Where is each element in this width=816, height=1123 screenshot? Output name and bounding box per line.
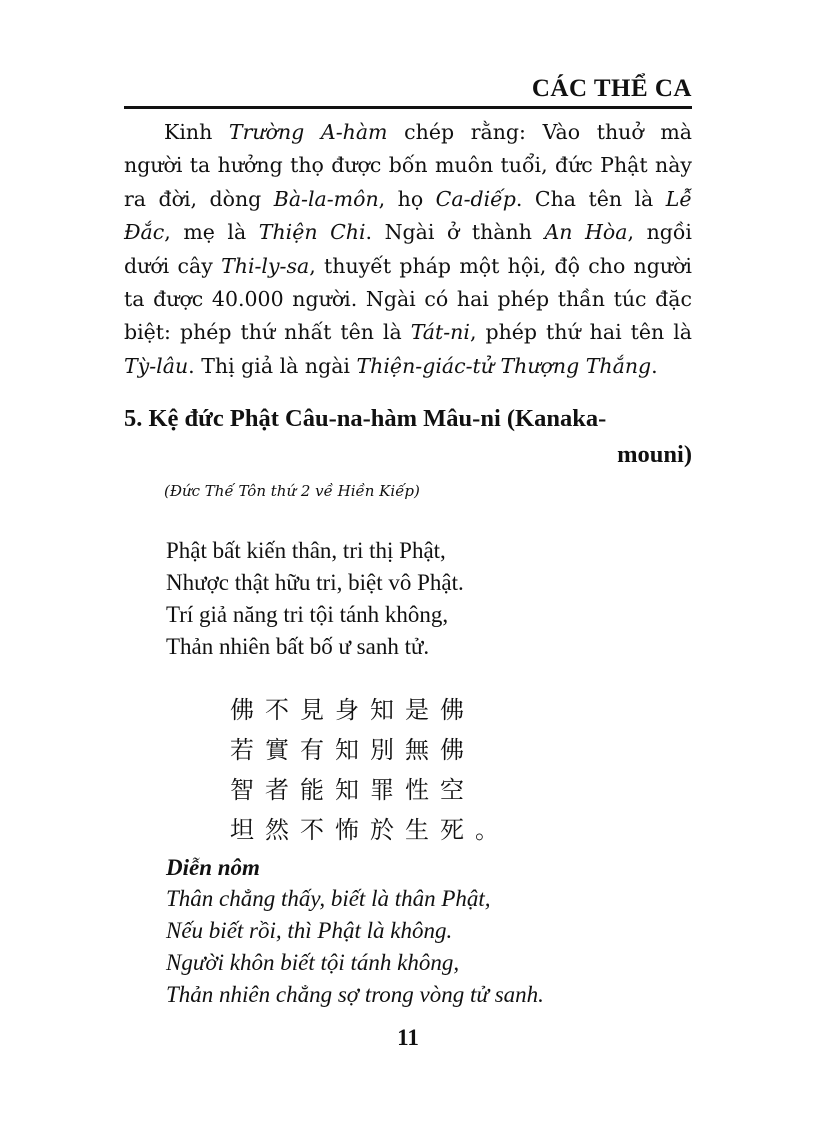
italic-term: Tát-ni <box>410 320 470 345</box>
text-run: , thuyết pháp một hội, độ cho người <box>309 253 692 278</box>
italic-term: Lễ <box>665 186 692 211</box>
text-run: ra đời, dòng <box>124 186 274 211</box>
section-heading: 5. Kệ đức Phật Câu-na-hàm Mâu-ni (Kanaka- <box>124 405 607 432</box>
nom-line: Thân chẳng thấy, biết là thân Phật, <box>166 886 491 911</box>
paragraph-line <box>124 350 692 383</box>
section-subtitle: (Đức Thế Tôn thứ 2 về Hiền Kiếp) <box>164 482 420 500</box>
dien-nom-verse <box>166 883 544 1011</box>
nom-line: Thản nhiên chẳng sợ trong vòng tử sanh. <box>166 982 544 1007</box>
page-number: 11 <box>397 1025 419 1050</box>
header-title: CÁC THỂ CA <box>531 75 692 102</box>
text-run: . Thị giả là ngài <box>188 353 357 378</box>
text-run: . <box>651 353 658 378</box>
verse-transliteration <box>166 535 464 663</box>
text-run: biệt: phép thứ nhất tên là <box>124 320 411 345</box>
italic-term: Bà-la-môn <box>273 186 379 211</box>
nom-line: Người khôn biết tội tánh không, <box>166 950 460 975</box>
paragraph-line <box>124 250 692 283</box>
section-heading-continuation: mouni) <box>617 441 692 468</box>
text-run: , mẹ là <box>164 220 259 245</box>
italic-term: An Hòa <box>544 220 628 245</box>
chinese-line: 智者能知罪性空 <box>230 776 475 804</box>
verse-line: Nhược thật hữu tri, biệt vô Phật. <box>166 570 464 595</box>
text-run: , họ <box>378 186 436 211</box>
text-run: . Cha tên là <box>515 186 666 211</box>
chinese-line: 佛不見身知是佛 <box>230 696 475 724</box>
paragraph-line <box>124 216 692 249</box>
running-header <box>124 72 692 109</box>
verse-line: Trí giả năng tri tội tánh không, <box>166 602 449 627</box>
italic-term: Ca-diếp <box>435 186 516 211</box>
text-run: . Ngài ở thành <box>365 220 545 245</box>
text-run: Kinh <box>164 120 229 144</box>
verse-chinese <box>230 690 510 850</box>
text-run: , phép thứ hai tên là <box>469 320 693 345</box>
italic-term: Thi-ly-sa <box>221 253 310 278</box>
chinese-line: 若實有知別無佛 <box>230 736 475 764</box>
paragraph-line <box>124 149 692 182</box>
paragraph-line <box>124 283 692 316</box>
verse-line: Phật bất kiến thân, tri thị Phật, <box>166 538 446 563</box>
italic-term: Thiện-giác-tử Thượng Thắng <box>356 353 652 378</box>
italic-term: Tỳ-lâu <box>124 353 189 378</box>
text-run: chép rằng: Vào thuở mà <box>387 120 692 144</box>
body-paragraph <box>124 116 692 383</box>
paragraph-line <box>124 316 692 349</box>
text-run: ta được 40.000 người. Ngài có hai phép thần túc đặc <box>124 287 692 312</box>
chinese-line: 坦然不怖於生死。 <box>230 816 510 844</box>
italic-term: Đắc <box>124 220 165 245</box>
nom-line: Nếu biết rồi, thì Phật là không. <box>166 918 453 943</box>
italic-term: Trường A-hàm <box>228 120 388 144</box>
text-run: , ngồi <box>627 220 692 245</box>
text-run: người ta hưởng thọ được bốn muôn tuổi, đức Phật này <box>124 153 692 178</box>
italic-term: Thiện Chi <box>258 220 366 245</box>
paragraph-line <box>124 183 692 216</box>
text-run: dưới cây <box>124 253 222 278</box>
paragraph-line <box>124 116 692 149</box>
dien-nom-title: Diễn nôm <box>166 855 260 880</box>
verse-line: Thản nhiên bất bố ư sanh tử. <box>166 634 430 659</box>
